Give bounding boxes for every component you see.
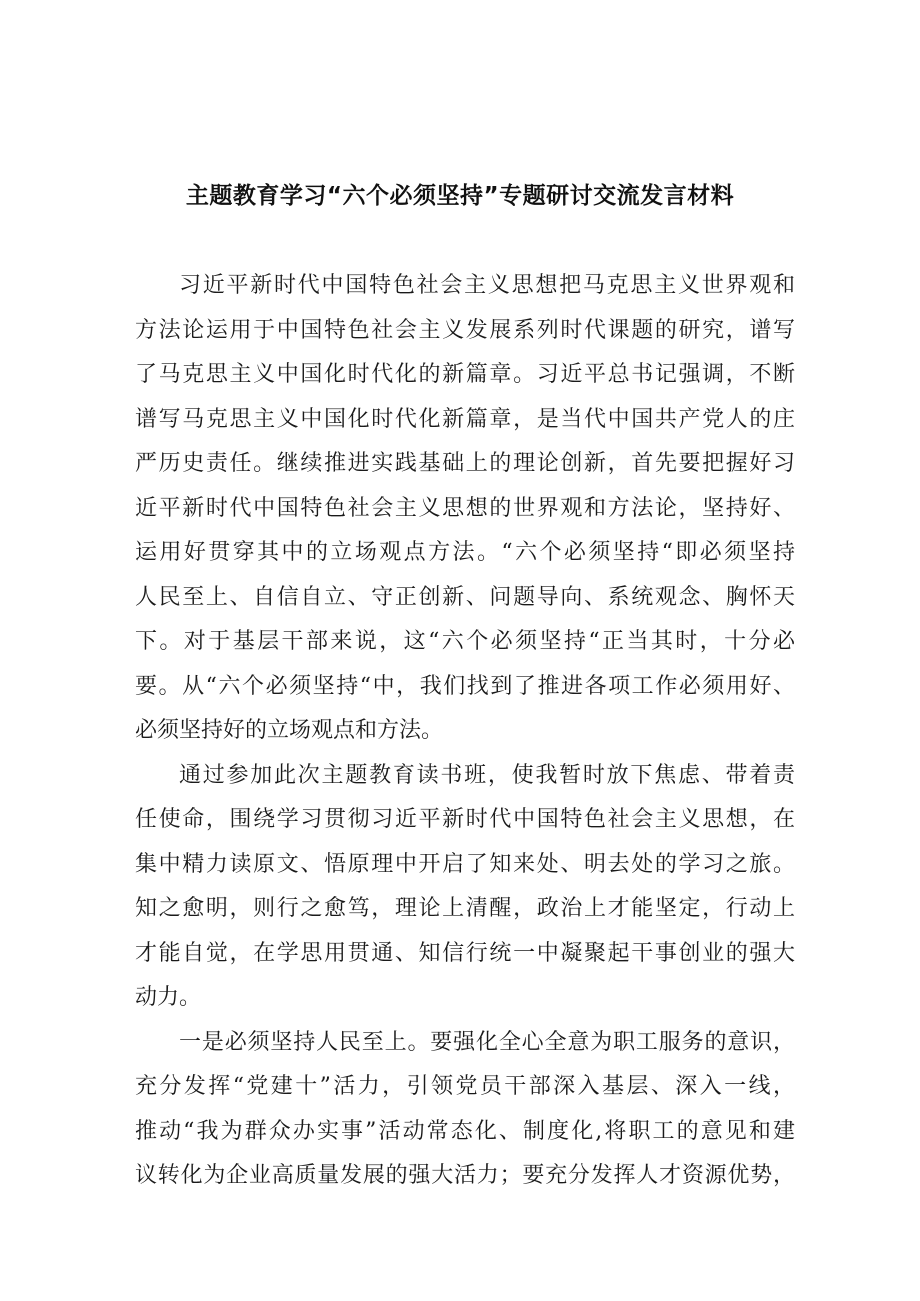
paragraph-2: [135, 754, 795, 1021]
text-line: 一是必须坚持人民至上。要强化全心全意为职工服务的意识，: [179, 1029, 795, 1055]
text-line: 了马克思主义中国化时代化的新篇章。习近平总书记强调，不断: [135, 362, 795, 387]
text-line: 要。从“六个必须坚持“中，我们找到了推进各项工作必须用好、: [135, 673, 795, 699]
paragraph-3: [135, 1021, 795, 1199]
text-line: 运用好贯穿其中的立场观点方法。“六个必须坚持“即必须坚持: [135, 540, 795, 565]
text-line: 知之愈明，则行之愈笃，理论上清醒，政治上才能坚定，行动上: [135, 896, 795, 921]
text-line: 集中精力读原文、悟原理中开启了知来处、明去处的学习之旅。: [135, 851, 795, 877]
text-line: 任使命，围绕学习贯彻习近平新时代中国特色社会主义思想，在: [135, 807, 795, 832]
document-title: 主题教育学习“六个必须坚持”专题研讨交流发言材料: [185, 183, 735, 209]
text-line: 充分发挥“党建十”活力，引领党员干部深入基层、深入一线，: [135, 1074, 795, 1099]
document-body: [135, 264, 795, 1199]
paragraph-1: [135, 264, 795, 754]
text-line: 才能自觉，在学思用贯通、知信行统一中凝聚起干事创业的强大: [135, 940, 795, 966]
text-line: 推动“我为群众办实事”活动常态化、制度化,将职工的意见和建: [135, 1118, 795, 1144]
text-line: 议转化为企业高质量发展的强大活力；要充分发挥人才资源优势，: [135, 1163, 795, 1188]
text-line: 动力。: [135, 985, 202, 1010]
text-line: 近平新时代中国特色社会主义思想的世界观和方法论，坚持好、: [135, 495, 795, 521]
text-line: 严历史责任。继续推进实践基础上的理论创新，首先要把握好习: [135, 451, 795, 476]
text-line: 下。对于基层干部来说，这“六个必须坚持“正当其时，十分必: [135, 629, 795, 654]
text-line: 必须坚持好的立场观点和方法。: [135, 718, 444, 743]
text-line: 习近平新时代中国特色社会主义思想把马克思主义世界观和: [179, 273, 795, 298]
text-line: 谱写马克思主义中国化时代化新篇章，是当代中国共产党人的庄: [135, 406, 795, 432]
text-line: 人民至上、自信自立、守正创新、问题导向、系统观念、胸怀天: [135, 584, 795, 610]
text-line: 方法论运用于中国特色社会主义发展系列时代课题的研究，谱写: [135, 317, 795, 343]
text-line: 通过参加此次主题教育读书班，使我暂时放下焦虑、带着责: [179, 762, 795, 788]
